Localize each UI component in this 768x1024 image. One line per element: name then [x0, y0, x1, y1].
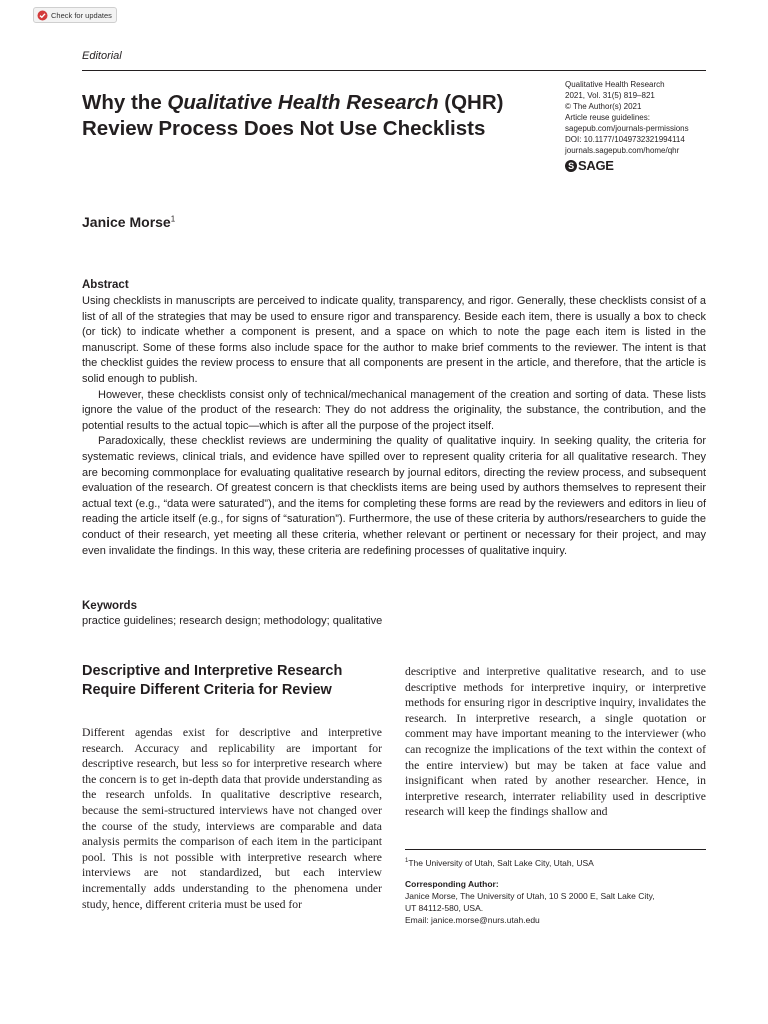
- check-for-updates-icon: [37, 10, 48, 21]
- body-column-right: descriptive and interpretive qualitative research, and to use descriptive methods for interpretive inquiry, or interpretive methods for ensuring rigor in descriptive inquiry, invalidates the research. In interpretive research, a single quotation or comment may have important meaning to the interviewer (who can recognize the implications of the text within the context of the entire interview) but may be taken at face value and insignificant when rated by another researcher. Hence, in interpretive research, interrater reliability used in descriptive research will keep the findings shallow and: [405, 665, 706, 819]
- footnote-affiliation: $^1$The University of Utah, Salt Lake City, Utah, USA: [405, 857, 594, 868]
- abstract-paragraph: However, these checklists consist only of technical/mechanical management of the creation and sorting of data. These lists ignore the value of the product of the research: They do not address the originality, the substance, the contribution, and the potential results to the actual topic—which is after all the purpose of the project itself.: [82, 388, 706, 432]
- journal-name: Qualitative Health Research: [565, 80, 665, 89]
- abstract-body: [82, 294, 706, 559]
- check-for-updates-label: Check for updates: [51, 10, 112, 20]
- corresponding-author: [405, 878, 655, 926]
- abstract-paragraph: Paradoxically, these checklist reviews are undermining the quality of qualitative inquiry. In seeking quality, the criteria for systematic reviews, clinical trials, and evidence have spilled over to represent quality criteria for all qualitative research. They are becoming commonplace for evaluating qualitative research by journal editors, directing the review process, and subsequent evaluation of the research. Of greatest concern is that checklists items are being used by authors themselves to represent their actual text (e.g., “data were saturated”), and the items for completing these forms are read by the reviewers and editors in lieu of reading the article itself (e.g., for signs of “saturation”). Furthermore, the use of these criteria by authors/researchers to guide the conduct of their research, yet meeting all these criteria, whether relevant or pertinent or necessary for their project, and may even invalidate the findings. In this way, these criteria are redefining processes of qualitative inquiry.: [82, 435, 706, 557]
- corresponding-address: UT 84112-580, USA.: [405, 903, 484, 913]
- journal-volume: 2021, Vol. 31(5) 819–821: [565, 91, 655, 100]
- corresponding-address: Janice Morse, The University of Utah, 10 S 2000 E, Salt Lake City,: [405, 891, 655, 901]
- keywords-heading: Keywords: [82, 600, 137, 612]
- publisher-name: SAGE: [578, 158, 614, 173]
- author-name: Janice Morse$^1$: [82, 214, 176, 230]
- sage-logo-icon: S: [565, 160, 577, 172]
- reuse-guidelines-label: Article reuse guidelines:: [565, 113, 650, 122]
- keywords-list: practice guidelines; research design; methodology; qualitative: [82, 615, 383, 627]
- copyright-line: © The Author(s) 2021: [565, 102, 642, 111]
- section-heading: Descriptive and Interpretive Research Require Different Criteria for Review: [82, 663, 343, 698]
- journal-home-link[interactable]: journals.sagepub.com/home/qhr: [565, 146, 680, 155]
- permissions-link[interactable]: sagepub.com/journals-permissions: [565, 124, 689, 133]
- publisher-logo: [565, 158, 614, 173]
- journal-meta: [565, 79, 689, 156]
- header-rule: [82, 70, 706, 71]
- corresponding-heading: Corresponding Author:: [405, 879, 499, 889]
- article-title: Why the Qualitative Health Research (QHR) Review Process Does Not Use Checklists: [82, 91, 504, 140]
- check-for-updates-button[interactable]: [33, 7, 117, 23]
- doi-link[interactable]: DOI: 10.1177/1049732321994114: [565, 135, 685, 144]
- body-column-left: Different agendas exist for descriptive and interpretive research. Accuracy and replicability are important for descriptive research, but less so for interpretive research where the concern is to get in-depth data that provide understanding as the research unfolds. In qualitative descriptive research, because the semi-structured interviews have not changed over the course of the study, interviews are comparable and data analysis permits the comparison of each item in the participant pool. This is not possible with interpretive research where interviews are not standardized, but each interview incrementally adds understanding to the phenomena under study, hence, different criteria must be used for: [82, 726, 382, 911]
- footnote-rule: [405, 849, 706, 850]
- abstract-paragraph: Using checklists in manuscripts are perceived to indicate quality, transparency, and rigor. Generally, these checklists consist of a list of all of the strategies that may be used to ensure rigor and transparency. Beside each item, there is usually a box to check (or tick) to indicate whether a component is present, and a space on which to note the page each item is listed in the manuscript. Some of these forms also include space for the author to make brief comments to the reviewer. The intent is that the checklist guides the review process to ensure that all components are present in the article, and therefore, that the article is solid enough to publish.: [82, 295, 706, 385]
- corresponding-email[interactable]: Email: janice.morse@nurs.utah.edu: [405, 915, 540, 925]
- section-label: Editorial: [82, 50, 122, 62]
- affiliation-mark: 1: [170, 214, 176, 224]
- abstract-heading: Abstract: [82, 279, 129, 291]
